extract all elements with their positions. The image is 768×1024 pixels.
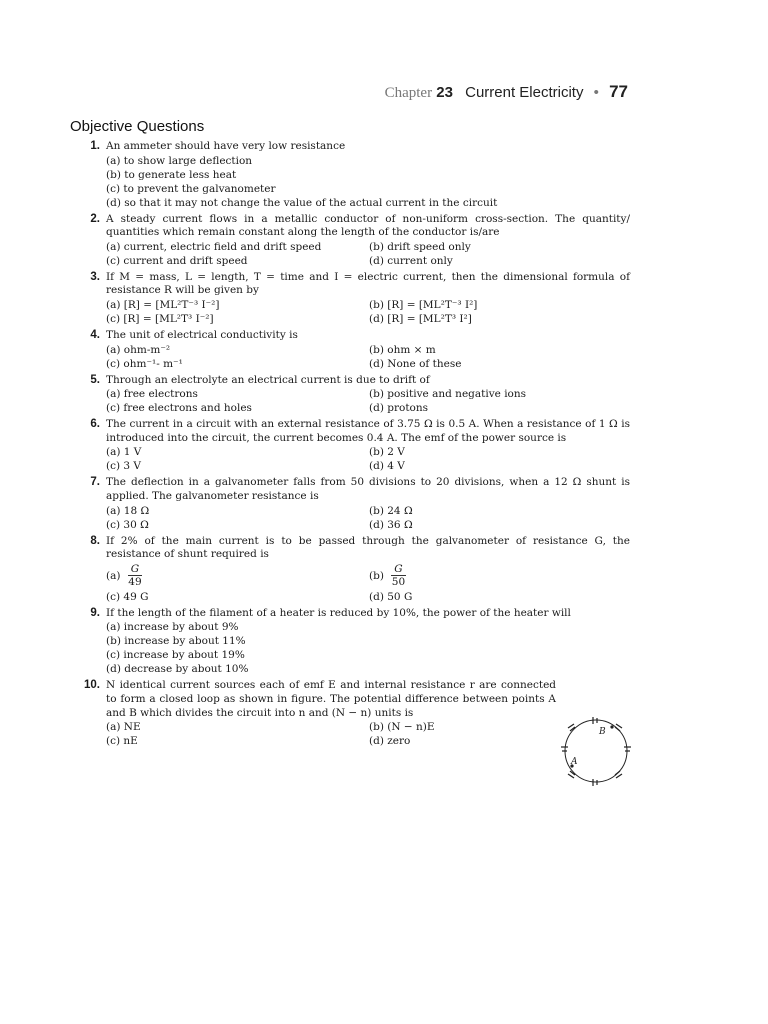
option-b: (b) increase by about 11% (106, 635, 246, 648)
option-c: (c) current and drift speed (106, 254, 248, 267)
question-6 (78, 418, 630, 473)
option-d: (d) 50 G (369, 590, 413, 603)
circuit-loop-diagram (558, 716, 638, 788)
option-c: (c) nE (106, 735, 138, 748)
question-9 (78, 607, 630, 677)
header-separator: • (593, 84, 599, 101)
point-b-dot (610, 725, 613, 728)
option-b: (b) drift speed only (369, 240, 471, 253)
fraction-denominator: 50 (391, 576, 406, 589)
option-a: (a) free electrons (106, 388, 198, 401)
option-d: (d) [R] = [ML²T³ I²] (369, 312, 472, 325)
option-d: (d) 36 Ω (369, 518, 413, 531)
question-1 (78, 140, 630, 210)
question-text: A steady current flows in a metallic conductor of non-uniform cross-section. The quantity/ quantities which remain constant along the length of the conductor is/are (106, 212, 630, 239)
option-c: (c) 30 Ω (106, 518, 149, 531)
point-a-label: A (571, 757, 578, 767)
fraction (128, 563, 142, 588)
option-b-label: (b) (369, 569, 384, 582)
question-number: 1. (90, 140, 100, 152)
question-3 (78, 271, 630, 326)
question-number: 8. (90, 534, 100, 547)
question-text: If M = mass, L = length, T = time and I = electric current, then the dimensional formula of resistance R will be given by (106, 270, 630, 297)
question-number: 3. (90, 270, 100, 283)
question-number: 9. (90, 606, 100, 619)
option-a: (a) NE (106, 721, 141, 734)
option-b: (b) positive and negative ions (369, 388, 527, 401)
question-number: 2. (90, 212, 100, 225)
chapter-number: 23 (436, 84, 453, 101)
chapter-title: Current Electricity (465, 84, 584, 101)
option-d: (d) 4 V (369, 460, 405, 473)
option-d: (d) so that it may not change the value of the actual current in the circuit (106, 196, 498, 209)
question-text: Through an electrolyte an electrical current is due to drift of (106, 373, 430, 386)
question-8 (78, 535, 630, 604)
option-b (369, 562, 630, 590)
option-a-label: (a) (106, 569, 121, 582)
question-text: The current in a circuit with an external resistance of 3.75 Ω is 0.5 A. When a resistance of 1 Ω is introduced into the circuit, the current becomes 0.4 A. The emf of the power source is (106, 418, 630, 444)
option-a: (a) current, electric field and drift speed (106, 240, 322, 253)
question-5 (78, 374, 630, 416)
option-a: (a) increase by about 9% (106, 621, 239, 634)
point-b-label: B (599, 727, 606, 737)
question-number: 4. (90, 328, 100, 341)
question-text: An ammeter should have very low resistance (106, 140, 346, 152)
question-text: N identical current sources each of emf E and internal resistance r are connected to form a closed loop as shown in figure. The potential difference between points A and B which divides the circuit into n and (N − n) units is (106, 679, 556, 719)
option-c: (c) 49 G (106, 590, 149, 603)
fraction-numerator: G (128, 563, 142, 576)
question-4 (78, 329, 630, 371)
option-c: (c) increase by about 19% (106, 649, 245, 662)
question-text: If 2% of the main current is to be passed through the galvanometer of resistance G, the resistance of shunt required is (106, 534, 630, 561)
cell-symbols (561, 717, 631, 786)
option-d: (d) zero (369, 735, 411, 748)
option-d: (d) protons (369, 402, 429, 415)
option-a: (a) ohm-m⁻² (106, 343, 171, 356)
option-c: (c) to prevent the galvanometer (106, 182, 276, 195)
question-number: 5. (90, 373, 100, 386)
option-a: (a) to show large deflection (106, 154, 253, 167)
option-a: (a) [R] = [ML²T⁻³ I⁻²] (106, 298, 220, 311)
fraction-denominator: 49 (128, 576, 142, 589)
question-number: 10. (84, 679, 100, 692)
question-number: 6. (90, 418, 100, 431)
option-b: (b) 2 V (369, 446, 405, 459)
question-list (78, 140, 630, 751)
chapter-word: Chapter (384, 85, 433, 101)
question-text: The deflection in a galvanometer falls from 50 divisions to 20 divisions, when a 12 Ω shunt is applied. The galvanometer resistance is (106, 476, 630, 502)
option-a: (a) 18 Ω (106, 504, 150, 517)
option-c: (c) free electrons and holes (106, 402, 252, 415)
option-a (106, 562, 369, 590)
option-b: (b) ohm × m (369, 343, 436, 356)
question-7 (78, 476, 630, 531)
option-b: (b) (N − n)E (369, 721, 435, 734)
option-b: (b) to generate less heat (106, 168, 237, 181)
page-header (385, 82, 628, 102)
fraction (391, 563, 405, 588)
option-c: (c) ohm⁻¹- m⁻¹ (106, 357, 183, 370)
option-c: (c) [R] = [ML²T³ I⁻²] (106, 312, 214, 325)
question-text: If the length of the filament of a heater is reduced by 10%, the power of the heater will (106, 606, 571, 619)
option-a: (a) 1 V (106, 446, 142, 459)
option-d: (d) current only (369, 254, 453, 267)
option-b: (b) [R] = [ML²T⁻³ I²] (369, 298, 478, 311)
option-d: (d) None of these (369, 357, 462, 370)
question-number: 7. (90, 476, 100, 489)
question-2 (78, 213, 630, 268)
section-title: Objective Questions (70, 118, 205, 135)
option-c: (c) 3 V (106, 460, 142, 473)
fraction-numerator: G (391, 563, 405, 576)
question-text: The unit of electrical conductivity is (106, 328, 298, 341)
page-number: 77 (609, 82, 628, 101)
option-d: (d) decrease by about 10% (106, 663, 249, 676)
question-10 (78, 679, 630, 748)
option-b: (b) 24 Ω (369, 504, 413, 517)
